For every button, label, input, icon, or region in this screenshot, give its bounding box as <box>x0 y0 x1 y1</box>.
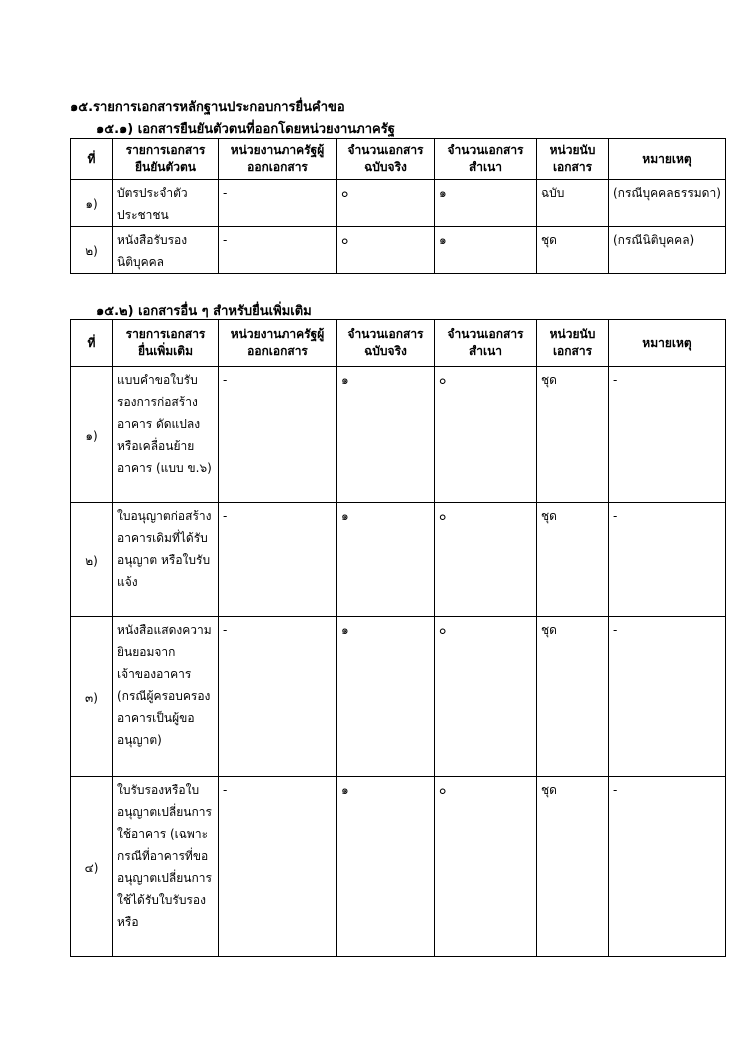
remark: - <box>609 777 726 957</box>
issuing-agency: - <box>219 180 337 227</box>
document-name: หนังสือแสดงความยินยอมจากเจ้าของอาคาร (กรณีผู้ครอบครองอาคารเป็นผู้ขออนุญาต) <box>113 617 219 777</box>
col-header-unit: หน่วยนับ เอกสาร <box>537 139 609 180</box>
document-name: บัตรประจำตัวประชาชน <box>113 180 219 227</box>
document-name: ใบอนุญาตก่อสร้างอาคารเดิมที่ได้รับอนุญาต หรือใบรับแจ้ง <box>113 503 219 617</box>
col-header-copy: จำนวนเอกสาร สำเนา <box>435 320 537 367</box>
col-header-agency: หน่วยงานภาครัฐผู้ ออกเอกสาร <box>219 139 337 180</box>
document-unit: ฉบับ <box>537 180 609 227</box>
col-header-original: จำนวนเอกสาร ฉบับจริง <box>337 139 435 180</box>
original-count: ๑ <box>337 617 435 777</box>
table-row <box>71 777 726 957</box>
col-header-unit: หน่วยนับ เอกสาร <box>537 320 609 367</box>
document-name: ใบรับรองหรือใบอนุญาตเปลี่ยนการใช้อาคาร (เฉพาะกรณีที่อาคารที่ขออนุญาตเปลี่ยนการใช้ได้รับใบรับรองหรือ <box>113 777 219 957</box>
document-unit: ชุด <box>537 227 609 274</box>
remark: (กรณีนิติบุคคล) <box>609 227 726 274</box>
document-unit: ชุด <box>537 617 609 777</box>
issuing-agency: - <box>219 617 337 777</box>
additional-documents-table <box>70 319 726 957</box>
document-name: หนังสือรับรองนิติบุคคล <box>113 227 219 274</box>
row-number: ๒) <box>71 227 113 274</box>
identity-documents-table <box>70 138 726 274</box>
document-name: แบบคำขอใบรับรองการก่อสร้างอาคาร ดัดแปลง หรือเคลื่อนย้ายอาคาร (แบบ ข.๖) <box>113 367 219 503</box>
original-count: ๑ <box>337 503 435 617</box>
col-header-original: จำนวนเอกสาร ฉบับจริง <box>337 320 435 367</box>
original-count: ๐ <box>337 180 435 227</box>
col-header-copy: จำนวนเอกสาร สำเนา <box>435 139 537 180</box>
section-title: ๑๕.รายการเอกสารหลักฐานประกอบการยื่นคำขอ <box>70 100 345 115</box>
remark: - <box>609 617 726 777</box>
subsection-title-2: ๑๕.๒) เอกสารอื่น ๆ สำหรับยื่นเพิ่มเติม <box>96 304 312 319</box>
document-unit: ชุด <box>537 777 609 957</box>
row-number: ๓) <box>71 617 113 777</box>
col-header-remark: หมายเหตุ <box>609 139 726 180</box>
row-number: ๑) <box>71 367 113 503</box>
row-number: ๑) <box>71 180 113 227</box>
copy-count: ๑ <box>435 227 537 274</box>
table-row <box>71 227 726 274</box>
copy-count: ๐ <box>435 367 537 503</box>
issuing-agency: - <box>219 777 337 957</box>
document-unit: ชุด <box>537 367 609 503</box>
document-unit: ชุด <box>537 503 609 617</box>
table-row <box>71 503 726 617</box>
table-header-row <box>71 139 726 180</box>
col-header-agency: หน่วยงานภาครัฐผู้ ออกเอกสาร <box>219 320 337 367</box>
copy-count: ๑ <box>435 180 537 227</box>
row-number: ๒) <box>71 503 113 617</box>
original-count: ๑ <box>337 367 435 503</box>
original-count: ๑ <box>337 777 435 957</box>
remark: - <box>609 503 726 617</box>
remark: - <box>609 367 726 503</box>
row-number: ๔) <box>71 777 113 957</box>
col-header-no: ที่ <box>71 320 113 367</box>
original-count: ๐ <box>337 227 435 274</box>
copy-count: ๐ <box>435 503 537 617</box>
table-header-row <box>71 320 726 367</box>
table-row <box>71 617 726 777</box>
table-row <box>71 367 726 503</box>
issuing-agency: - <box>219 227 337 274</box>
col-header-no: ที่ <box>71 139 113 180</box>
issuing-agency: - <box>219 503 337 617</box>
col-header-document: รายการเอกสาร ยื่นเพิ่มเติม <box>113 320 219 367</box>
subsection-title-1: ๑๕.๑) เอกสารยืนยันตัวตนที่ออกโดยหน่วยงานภาครัฐ <box>96 122 395 137</box>
remark: (กรณีบุคคลธรรมดา) <box>609 180 726 227</box>
col-header-remark: หมายเหตุ <box>609 320 726 367</box>
col-header-document: รายการเอกสาร ยืนยันตัวตน <box>113 139 219 180</box>
copy-count: ๐ <box>435 777 537 957</box>
table-row <box>71 180 726 227</box>
issuing-agency: - <box>219 367 337 503</box>
copy-count: ๐ <box>435 617 537 777</box>
